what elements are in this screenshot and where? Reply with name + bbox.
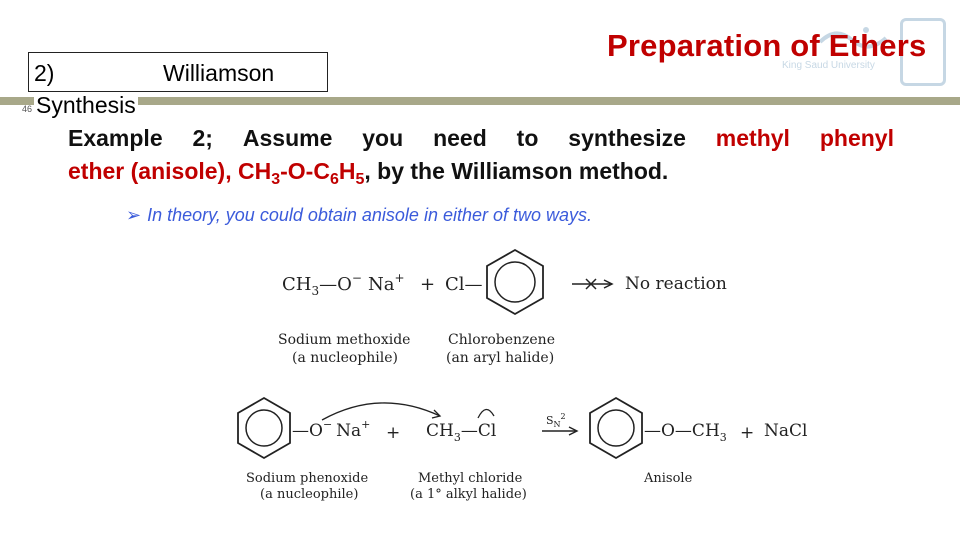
reaction-2 <box>238 398 807 502</box>
anisole-formula: $—O—CH_3$ <box>644 421 727 444</box>
text: H <box>338 158 356 184</box>
phenoxide-formula: —O− Na+ <box>292 418 371 441</box>
label-aryl-halide: (an aryl halide) <box>446 350 555 366</box>
label-anisole: Anisole <box>644 471 693 486</box>
subtitle-number: 2) <box>34 60 55 86</box>
leaving-group-arrow-icon <box>478 409 494 418</box>
blocked-arrow-icon <box>572 279 612 289</box>
sub: 3 <box>271 171 281 188</box>
arrow-bullet-icon: ➢ <box>126 205 142 225</box>
word: need <box>433 125 487 151</box>
slide-number: 46 <box>22 104 33 114</box>
plus-sign: + <box>740 423 755 443</box>
word: phenyl <box>819 125 894 151</box>
reaction-diagram <box>220 240 820 510</box>
logo-text: King Saud University <box>782 60 875 71</box>
label-alkyl-halide: (a 1° alkyl halide) <box>410 487 527 502</box>
plus-sign: + <box>420 274 436 295</box>
electron-arrow-icon <box>322 403 440 420</box>
text: ether (anisole), CH <box>68 158 272 184</box>
benzene-ring-icon <box>238 398 290 458</box>
word: Assume <box>242 125 333 151</box>
example-line-2 <box>68 158 668 189</box>
text: -O-C <box>280 158 330 184</box>
chloro-label: Cl— <box>445 274 483 295</box>
word: 2; <box>192 125 213 151</box>
sub: 6 <box>329 171 339 188</box>
page-title: Preparation of Ethers <box>607 28 927 63</box>
plus-sign: + <box>386 423 401 443</box>
label-sodium-methoxide: Sodium methoxide <box>278 332 411 348</box>
label-nucleophile: (a nucleophile) <box>260 487 359 502</box>
nacl-formula: NaCl <box>764 421 808 441</box>
sn2-condition: $S_N^2$ <box>546 412 566 429</box>
bullet-text: In theory, you could obtain anisole in either of two ways. <box>147 205 593 225</box>
example-line-1 <box>68 125 894 152</box>
label-chlorobenzene: Chlorobenzene <box>448 332 555 348</box>
methyl-chloride-formula: $CH_3—Cl$ <box>426 421 497 444</box>
subtitle-williamson: Williamson <box>163 60 275 86</box>
text: , by the Williamson method. <box>364 158 669 184</box>
benzene-ring-icon <box>487 250 543 314</box>
no-reaction-text: No reaction <box>625 274 727 294</box>
label-sodium-phenoxide: Sodium phenoxide <box>246 471 369 486</box>
label-nucleophile: (a nucleophile) <box>292 350 399 366</box>
label-methyl-chloride: Methyl chloride <box>418 471 523 486</box>
word: you <box>362 125 404 151</box>
header-divider <box>0 97 960 105</box>
sub: 5 <box>355 171 365 188</box>
word: to <box>516 125 539 151</box>
subtitle-synthesis: Synthesis <box>36 92 136 118</box>
reaction-1 <box>278 250 727 366</box>
word: methyl <box>715 125 790 151</box>
benzene-ring-icon <box>590 398 642 458</box>
word: synthesize <box>568 125 686 151</box>
methoxide-formula: $CH_3—O^-$ Na+ <box>282 271 405 298</box>
bullet-point <box>126 205 592 226</box>
word: Example <box>68 125 163 151</box>
